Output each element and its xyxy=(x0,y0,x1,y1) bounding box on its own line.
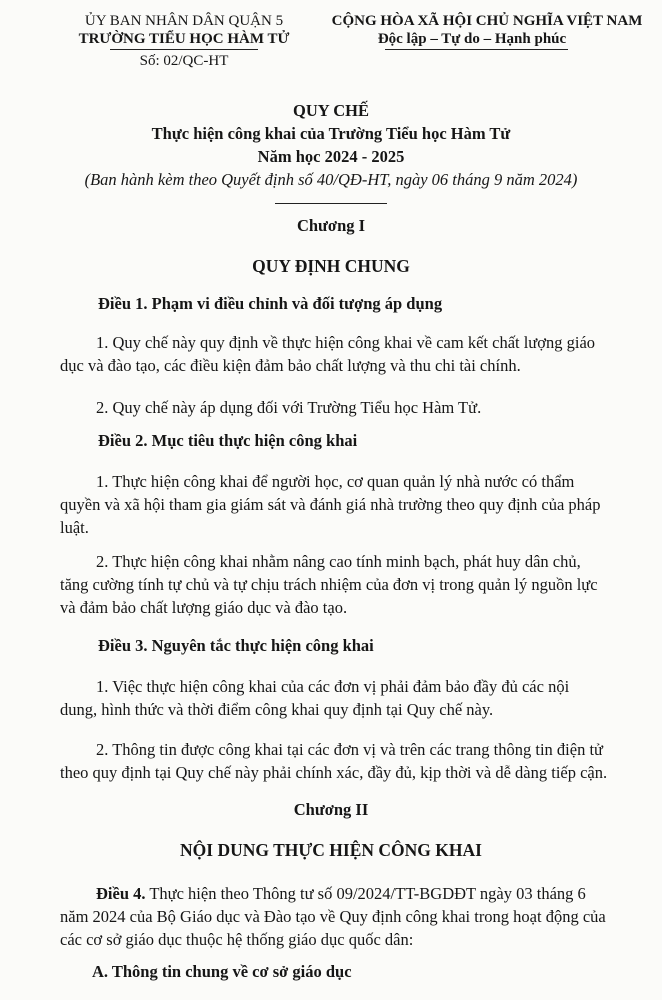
issuing-authority: ỦY BAN NHÂN DÂN QUẬN 5 xyxy=(84,13,284,29)
header-right xyxy=(322,12,652,48)
text-line: 2. Thực hiện công khai nhằm nâng cao tính minh bạch, phát huy dân chủ, xyxy=(96,552,581,571)
article-4-paragraph xyxy=(60,882,640,951)
issuance-note: (Ban hành kèm theo Quyết định số 40/QĐ-HT, ngày 06 tháng 9 năm 2024) xyxy=(84,170,578,189)
article-2-title: Điều 2. Mục tiêu thực hiện công khai xyxy=(98,431,358,450)
article-2-paragraph-1 xyxy=(60,470,640,539)
article-1-paragraph-2 xyxy=(60,396,640,419)
text-line: theo quy định tại Quy chế này phải chính xác, đầy đủ, kịp thời và dễ dàng tiếp cận. xyxy=(60,763,608,782)
text-line: 1. Việc thực hiện công khai của các đơn vị phải đảm bảo đầy đủ các nội xyxy=(96,677,570,696)
text-line: năm 2024 của Bộ Giáo dục và Đào tạo về Quy định công khai trong hoạt động của xyxy=(60,907,606,926)
school-year: Năm học 2024 - 2025 xyxy=(257,147,405,166)
text-line: quyền và xã hội tham gia giám sát và đánh giá nhà trường theo quy định của pháp xyxy=(60,495,601,514)
school-name: TRƯỜNG TIỂU HỌC HÀM TỬ xyxy=(78,31,290,47)
chapter-1-label: Chương I xyxy=(296,216,366,235)
motto-underline xyxy=(385,49,568,50)
chapter-1-heading: QUY ĐỊNH CHUNG xyxy=(252,256,410,276)
school-underline xyxy=(110,49,258,50)
article-3-title: Điều 3. Nguyên tắc thực hiện công khai xyxy=(98,636,374,655)
document-subtitle: Thực hiện công khai của Trường Tiểu học Hàm Tử xyxy=(151,124,511,143)
header-left xyxy=(68,12,300,70)
text-line: các cơ sở giáo dục thuộc hệ thống giáo dục quốc dân: xyxy=(60,930,414,949)
article-1-title: Điều 1. Phạm vi điều chỉnh và đối tượng áp dụng xyxy=(98,294,443,313)
article-4-label: Điều 4. xyxy=(96,884,146,903)
article-3-paragraph-1 xyxy=(60,675,640,721)
article-3-paragraph-2 xyxy=(60,738,640,784)
text-line: tăng cường tính tự chủ và tự chịu trách nhiệm của đơn vị trong quản lý nguồn lực xyxy=(60,575,598,594)
country-name: CỘNG HÒA XÃ HỘI CHỦ NGHĨA VIỆT NAM xyxy=(331,13,643,29)
section-a-title: A. Thông tin chung về cơ sở giáo dục xyxy=(92,962,352,981)
national-motto: Độc lập – Tự do – Hạnh phúc xyxy=(377,31,567,47)
article-2-paragraph-2 xyxy=(60,550,640,619)
text-line: dục và đào tạo, các điều kiện đảm bảo chất lượng và thu chi tài chính. xyxy=(60,356,521,375)
article-1-paragraph-1 xyxy=(60,331,640,377)
text-line: Thực hiện theo Thông tư số 09/2024/TT-BGDĐT ngày 03 tháng 6 xyxy=(145,884,586,903)
document-title: QUY CHẾ xyxy=(293,101,369,120)
text-line: 1. Quy chế này quy định về thực hiện công khai về cam kết chất lượng giáo xyxy=(96,333,596,352)
text-line: 1. Thực hiện công khai để người học, cơ quan quản lý nhà nước có thẩm xyxy=(96,472,575,491)
text-line: luật. xyxy=(60,518,89,537)
document-number: Số: 02/QC-HT xyxy=(139,53,229,69)
chapter-2-label: Chương II xyxy=(293,800,369,819)
title-divider xyxy=(275,203,387,204)
text-line: và đảm bảo chất lượng giáo dục và đào tạo. xyxy=(60,598,348,617)
text-line: 2. Quy chế này áp dụng đối với Trường Tiểu học Hàm Tử. xyxy=(96,398,482,417)
text-line: dung, hình thức và thời điểm công khai quy định tại Quy chế này. xyxy=(60,700,494,719)
chapter-2-heading: NỘI DUNG THỰC HIỆN CÔNG KHAI xyxy=(180,840,482,860)
text-line: 2. Thông tin được công khai tại các đơn vị và trên các trang thông tin điện tử xyxy=(96,740,603,759)
